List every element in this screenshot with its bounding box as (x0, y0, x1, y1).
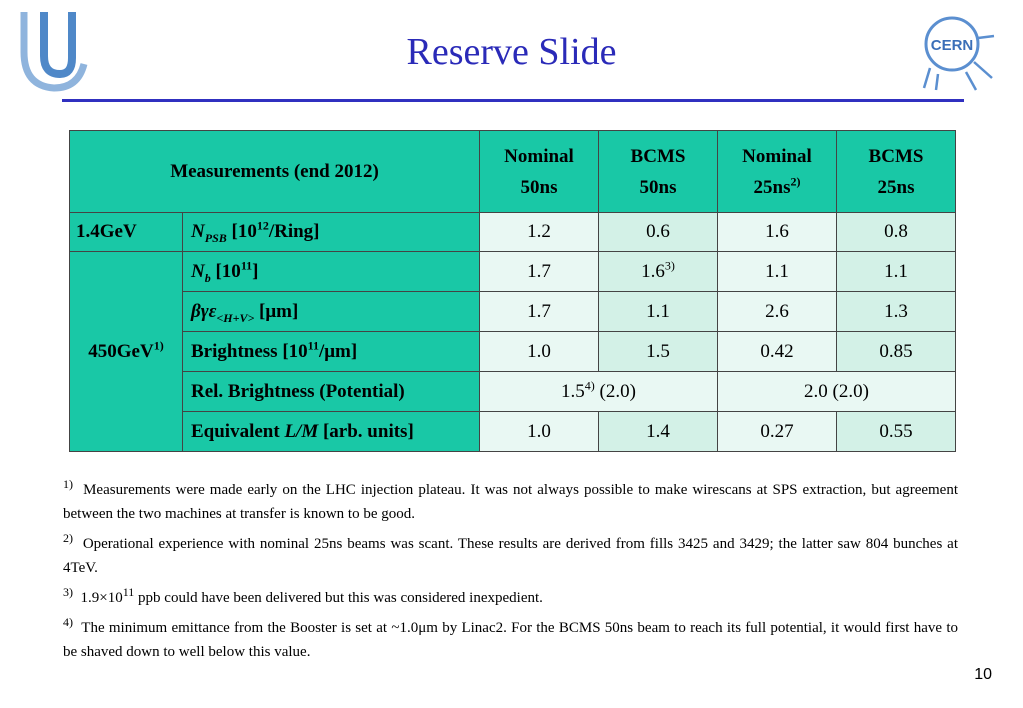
cell-relbright-25ns: 2.0 (2.0) (718, 372, 956, 412)
group-label-450gev: 450GeV$^{1)}$ (70, 252, 183, 452)
header-col-3-footnote: 2) (790, 174, 801, 189)
table-row (70, 292, 956, 332)
group-label-1p4gev: 1.4GeV (70, 213, 183, 252)
cell-equiv-2: 1.4 (599, 412, 718, 452)
header-col-1-line2: 50ns (520, 176, 558, 198)
cell-nb-2: 1.6$^{3)}$ (599, 252, 718, 292)
header-col-4-line2: 25ns (877, 176, 915, 198)
cell-emit-3: 2.6 (718, 292, 837, 332)
measurements-table (69, 130, 956, 452)
cell-bright-3: 0.42 (718, 332, 837, 372)
table-row (70, 252, 956, 292)
header-col-1-line1: Nominal (504, 145, 574, 167)
param-npsb: $N_{PSB}$ $[10^{12}/Ring]$ (183, 213, 480, 252)
header-col-3-line1: Nominal (742, 145, 812, 167)
param-emittance: βγε$_{<H+V>}$ [μm] (183, 292, 480, 332)
cell-bright-4: 0.85 (837, 332, 956, 372)
header-col-1 (480, 131, 599, 213)
table-row (70, 372, 956, 412)
param-rel-brightness: Rel. Brightness (Potential) (183, 372, 480, 412)
param-nb: $N_b$ $[10^{11}]$ (183, 252, 480, 292)
cell-npsb-4: 0.8 (837, 213, 956, 252)
cell-emit-2: 1.1 (599, 292, 718, 332)
header-row (70, 131, 956, 213)
table-row (70, 412, 956, 452)
slide-title: Reserve Slide (406, 31, 617, 73)
cell-npsb-3: 1.6 (718, 213, 837, 252)
header-col-4 (837, 131, 956, 213)
header-col-2-line2: 50ns (639, 176, 677, 198)
cell-bright-2: 1.5 (599, 332, 718, 372)
cell-equiv-1: 1.0 (480, 412, 599, 452)
header-col-2 (599, 131, 718, 213)
cern-logo-text: CERN (930, 37, 974, 54)
cell-npsb-1: 1.2 (480, 213, 599, 252)
footnote-4: $^{4)}$ The minimum emittance from the Booster is set at ~1.0μm by Linac2. For the BCMS 50ns beam to reach its full potential, it would first have to be shaved down to well below this value. (63, 615, 958, 660)
table-row (70, 332, 956, 372)
footnote-2: $^{2)}$ Operational experience with nominal 25ns beams was scant. These results are derived from fills 3425 and 3429; the latter saw 804 bunches at 4TeV. (63, 531, 959, 576)
cell-nb-4: 1.1 (837, 252, 956, 292)
cell-nb-3: 1.1 (718, 252, 837, 292)
header-measurements: Measurements (end 2012) (70, 131, 480, 213)
table-row (70, 213, 956, 252)
param-brightness: Brightness $[10^{11}/\mu m]$ (183, 332, 480, 372)
cell-emit-4: 1.3 (837, 292, 956, 332)
footnote-3: $^{3)}$ $1.9\times 10^{11}$ ppb could have been delivered but this was considered inexpedient. (63, 585, 543, 606)
footnotes (63, 478, 958, 670)
header-col-2-line1: BCMS (630, 145, 686, 167)
cell-equiv-3: 0.27 (718, 412, 837, 452)
cell-equiv-4: 0.55 (837, 412, 956, 452)
cell-nb-1: 1.7 (480, 252, 599, 292)
param-equivalent-lm: Equivalent L/M [arb. units] (183, 412, 480, 452)
cell-emit-1: 1.7 (480, 292, 599, 332)
cell-npsb-2: 0.6 (599, 213, 718, 252)
cell-relbright-50ns: 1.5$^{4)}$ (2.0) (480, 372, 718, 412)
title-divider (62, 99, 964, 102)
cell-bright-1: 1.0 (480, 332, 599, 372)
header-col-4-line1: BCMS (868, 145, 924, 167)
header-col-3 (718, 131, 837, 213)
header-col-3-line2: 25ns (753, 176, 791, 198)
footnote-1: $^{1)}$ Measurements were made early on the LHC injection plateau. It was not always possible to make wirescans at SPS extraction, but agreement between the two machines at transfer is known to be good. (63, 477, 958, 522)
page-number: 10 (974, 666, 992, 683)
